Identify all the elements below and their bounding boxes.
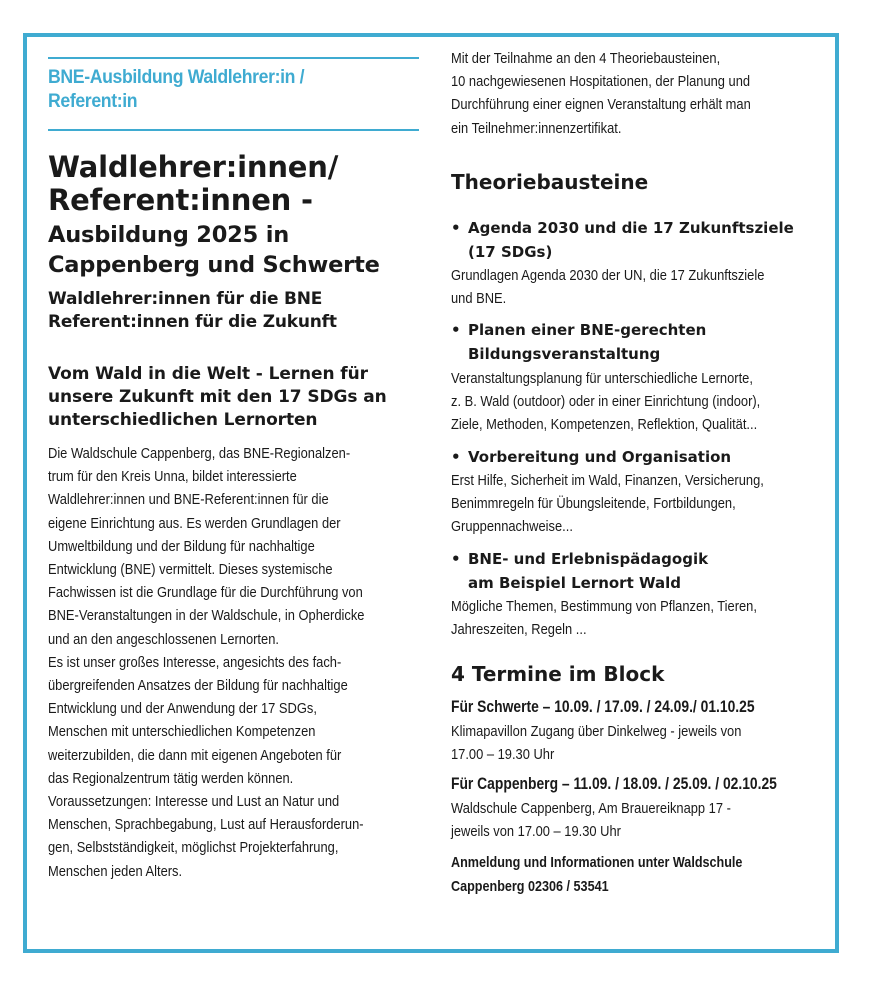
body-line: eigene Einrichtung aus. Es werden Grundlagen der <box>48 514 341 532</box>
body-line: übergreifenden Ansatzes der Bildung für nachhaltige <box>48 677 348 695</box>
title-line: Referent:innen - <box>48 183 313 217</box>
kicker-top-rule <box>48 57 419 59</box>
module-desc: Veranstaltungsplanung für unterschiedliche Lernorte, z. B. Wald (outdoor) oder in einer Einrichtung (indoor), Ziele, Methoden, Kompetenzen, Reflektion, Qualität... <box>451 370 761 434</box>
body-line: und an den angeschlossenen Lernorten. <box>48 630 279 648</box>
body-line: Entwicklung (BNE) vermittelt. Dieses systemische <box>48 561 333 579</box>
body-line: Menschen, Sprachbegabung, Lust auf Herausforderun- <box>48 816 364 834</box>
kicker <box>48 66 304 114</box>
body-line: Umweltbildung und der Bildung für nachhaltige <box>48 537 315 555</box>
section-heading-line: unterschiedlichen Lernorten <box>48 410 318 430</box>
schedule-title: Für Cappenberg – 11.09. / 18.09. / 25.09. / 02.10.25 <box>451 775 777 793</box>
module-desc: Grundlagen Agenda 2030 der UN, die 17 Zukunftsziele und BNE. <box>451 267 765 308</box>
flyer-frame <box>23 33 839 953</box>
body-paragraph <box>48 442 364 883</box>
title-secondary <box>48 220 380 280</box>
intro-paragraph <box>451 47 751 140</box>
module-desc: Erst Hilfe, Sicherheit im Wald, Finanzen, Versicherung, Benimmregeln für Übungsleitende, Fortbildungen, Gruppennachweise... <box>451 472 764 536</box>
intro-line: Durchführung einer eignen Veranstaltung erhält man <box>451 96 751 114</box>
schedule-desc: Klimapavillon Zugang über Dinkelweg - jeweils von 17.00 – 19.30 Uhr <box>451 723 742 764</box>
intro-line: Mit der Teilnahme an den 4 Theoriebausteinen, <box>451 50 721 67</box>
kicker-line: Referent:in <box>48 91 138 112</box>
intro-line: 10 nachgewiesenen Hospitationen, der Planung und <box>451 73 751 91</box>
body-line: Die Waldschule Cappenberg, das BNE-Regionalzen- <box>48 445 351 462</box>
body-line: gen, Selbstständigkeit, möglichst Projekterfahrung, <box>48 839 339 857</box>
body-line: Fachwissen ist die Grundlage für die Durchführung von <box>48 584 363 602</box>
body-line: das Regionalzentrum tätig werden können. <box>48 769 294 787</box>
title-secondary-line: Cappenberg und Schwerte <box>48 252 380 278</box>
module-title: • BNE- und Erlebnispädagogik am Beispiel Lernort Wald <box>451 547 708 595</box>
section-heading <box>48 363 387 432</box>
module-title: • Planen einer BNE-gerechten Bildungsveranstaltung <box>451 318 706 366</box>
schedule-title: Für Schwerte – 10.09. / 17.09. / 24.09./ 01.10.25 <box>451 698 755 716</box>
bullet-icon: • <box>451 219 461 237</box>
section-heading-line: unsere Zukunft mit den 17 SDGs an <box>48 387 387 407</box>
subtitle-line: Waldlehrer:innen für die BNE <box>48 289 323 309</box>
body-line: BNE-Veranstaltungen in der Waldschule, in Opherdicke <box>48 607 365 625</box>
kicker-bottom-rule <box>48 129 419 131</box>
title-secondary-line: Ausbildung 2025 in <box>48 222 290 248</box>
subtitle <box>48 288 337 334</box>
module-desc: Mögliche Themen, Bestimmung von Pflanzen, Tieren, Jahreszeiten, Regeln ... <box>451 598 757 639</box>
body-line: Voraussetzungen: Interesse und Lust an Natur und <box>48 793 340 811</box>
body-line: Es ist unser großes Interesse, angesichts des fach- <box>48 653 342 671</box>
module-title: • Agenda 2030 und die 17 Zukunftsziele (17 SDGs) <box>451 216 794 264</box>
body-line: Entwicklung und der Anwendung der 17 SDGs, <box>48 700 317 718</box>
body-line: Menschen mit unterschiedlichen Kompetenzen <box>48 723 316 741</box>
schedule-desc: Waldschule Cappenberg, Am Brauereiknapp 17 - jeweils von 17.00 – 19.30 Uhr <box>451 800 731 841</box>
bullet-icon: • <box>451 448 461 466</box>
bullet-icon: • <box>451 550 461 568</box>
kicker-line: BNE-Ausbildung Waldlehrer:in / <box>48 67 305 88</box>
title-line: Waldlehrer:innen/ <box>48 150 339 184</box>
intro-line: ein Teilnehmer:innenzertifikat. <box>451 119 622 137</box>
section-heading-line: Vom Wald in die Welt - Lernen für <box>48 364 368 384</box>
subtitle-line: Referent:innen für die Zukunft <box>48 312 337 332</box>
body-line: weiterzubilden, die dann mit eigenen Angeboten für <box>48 746 342 764</box>
dates-heading: 4 Termine im Block <box>451 662 665 686</box>
page-title <box>48 151 338 217</box>
body-line: Waldlehrer:innen und BNE-Referent:innen für die <box>48 491 329 509</box>
body-line: Menschen jeden Alters. <box>48 862 183 880</box>
module-title: • Vorbereitung und Organisation <box>451 445 731 469</box>
bullet-icon: • <box>451 321 461 339</box>
theory-heading: Theoriebausteine <box>451 170 649 194</box>
contact-info: Anmeldung und Informationen unter Waldschule Cappenberg 02306 / 53541 <box>451 854 743 895</box>
body-line: trum für den Kreis Unna, bildet interessierte <box>48 468 297 486</box>
